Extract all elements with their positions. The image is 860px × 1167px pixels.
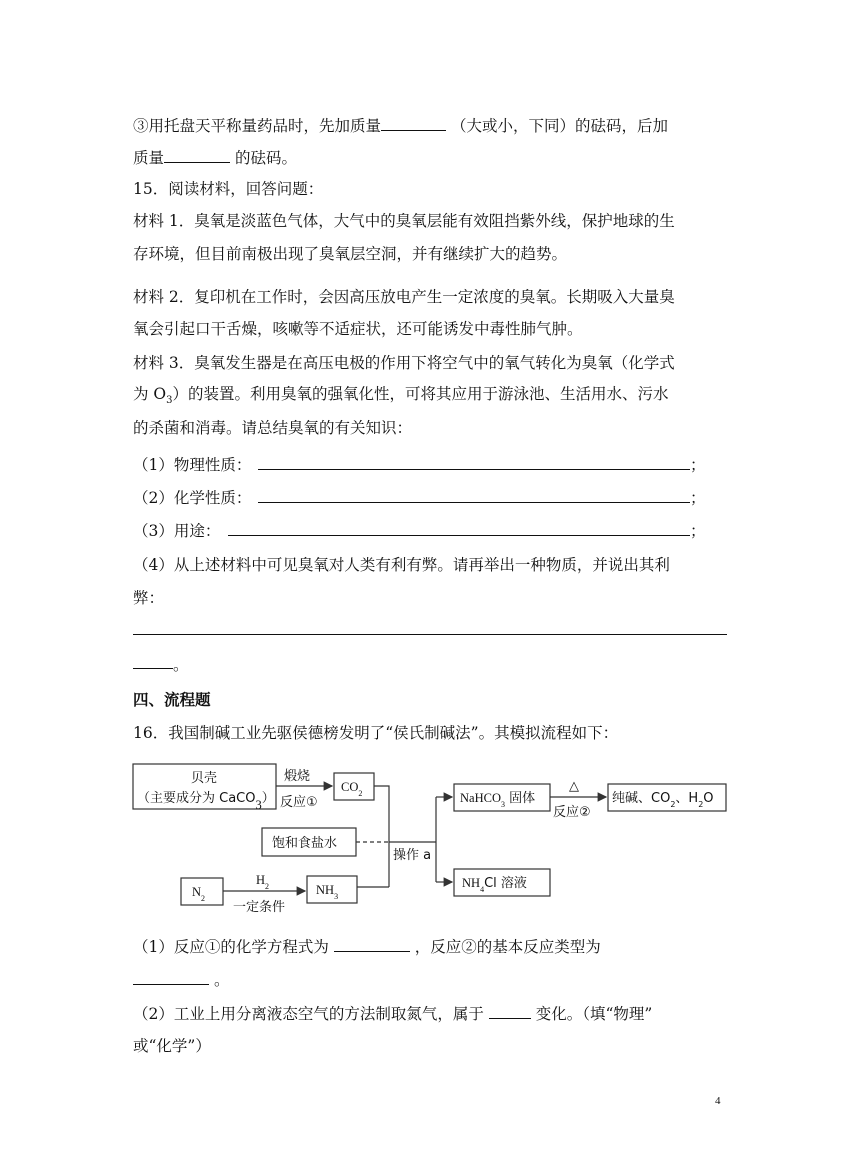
material3-line3: 的杀菌和消毒。请总结臭氧的有关知识： (133, 419, 413, 437)
period: 。 (173, 656, 189, 674)
q15-part4-line2: 弊： (133, 589, 165, 607)
n2-label: $N_2$ (192, 885, 206, 903)
q16-part2-line2: 或“化学”） (133, 1037, 211, 1055)
semicolon: ； (690, 522, 706, 540)
q16-part2-line1: （2）工业上用分离液态空气的方法制取氮气，属于 变化。（填“物理” (133, 1005, 653, 1023)
q15-part4-line1: （4）从上述材料中可见臭氧对人类有利有弊。请再举出一种物质，并说出其利 (133, 556, 670, 574)
products-label: 纯碱、$CO_2$、$H_2O$ (612, 791, 714, 809)
condition-label: 一定条件 (233, 900, 286, 915)
shell-label: 贝壳 (190, 771, 218, 786)
material2-line2: 氧会引起口干舌燥，咳嗽等不适症状，还可能诱发中毒性肺气肿。 (133, 320, 583, 338)
brine-label: 饱和食盐水 (272, 836, 338, 851)
heat-symbol: △ (569, 779, 579, 794)
page-number: 4 (715, 1095, 721, 1107)
h2-label: $H_2$ (256, 873, 270, 891)
shell-composition: （主要成分为 CaCO$_3$） (137, 791, 275, 812)
q15-title: 15．阅读材料，回答问题： (133, 180, 324, 198)
reaction1-label: 反应① (280, 795, 318, 810)
reaction2-label: 反应② (553, 805, 591, 820)
answer-blank[interactable] (489, 1003, 531, 1019)
q16-part1-line1: （1）反应①的化学方程式为 ，反应②的基本反应类型为 (133, 938, 601, 956)
answer-blank[interactable] (133, 969, 209, 985)
q14-part3-line1: ③用托盘天平称量药品时，先加质量 （大或小，下同）的砝码，后加 (133, 117, 668, 135)
connector (374, 786, 389, 887)
answer-blank[interactable] (334, 936, 410, 952)
semicolon: ； (690, 456, 706, 474)
material2-line1: 材料 2．复印机在工作时，会因高压放电产生一定浓度的臭氧。长期吸入大量臭 (133, 288, 675, 306)
nahco3-label: NaHCO$_3$ 固体 (460, 791, 536, 809)
q15-part2: （2）化学性质： (133, 489, 252, 507)
section-heading: 四、流程题 (133, 690, 211, 709)
nh4cl-label: $NH_4Cl$ 溶液 (462, 876, 527, 894)
q16-part1-line2: 。 (133, 969, 229, 990)
operation-label: 操作 a (393, 848, 432, 863)
material3-line1: 材料 3．臭氧发生器是在高压电极的作用下将空气中的氧气转化为臭氧（化学式 (133, 354, 675, 372)
material1-line2: 存环境，但目前南极出现了臭氧层空洞，并有继续扩大的趋势。 (133, 245, 568, 263)
material3-line2: 为 $O_3$）的装置。利用臭氧的强氧化性，可将其应用于游泳池、生活用水、污水 (133, 385, 669, 407)
semicolon: ； (690, 489, 706, 507)
q14-part3-line2: 质量 的砝码。 (133, 149, 297, 167)
material1-line1: 材料 1．臭氧是淡蓝色气体，大气中的臭氧层能有效阻挡紫外线，保护地球的生 (133, 212, 675, 230)
nh3-label: $NH_3$ (316, 883, 339, 901)
calcine-label: 煅烧 (284, 769, 311, 784)
q15-part3: （3）用途： (133, 522, 221, 540)
q15-part1: （1）物理性质： (133, 456, 252, 474)
co2-label: $CO_2$ (341, 780, 363, 798)
q16-title: 16．我国制碱工业先驱侯德榜发明了“侯氏制碱法”。其模拟流程如下： (133, 724, 619, 742)
